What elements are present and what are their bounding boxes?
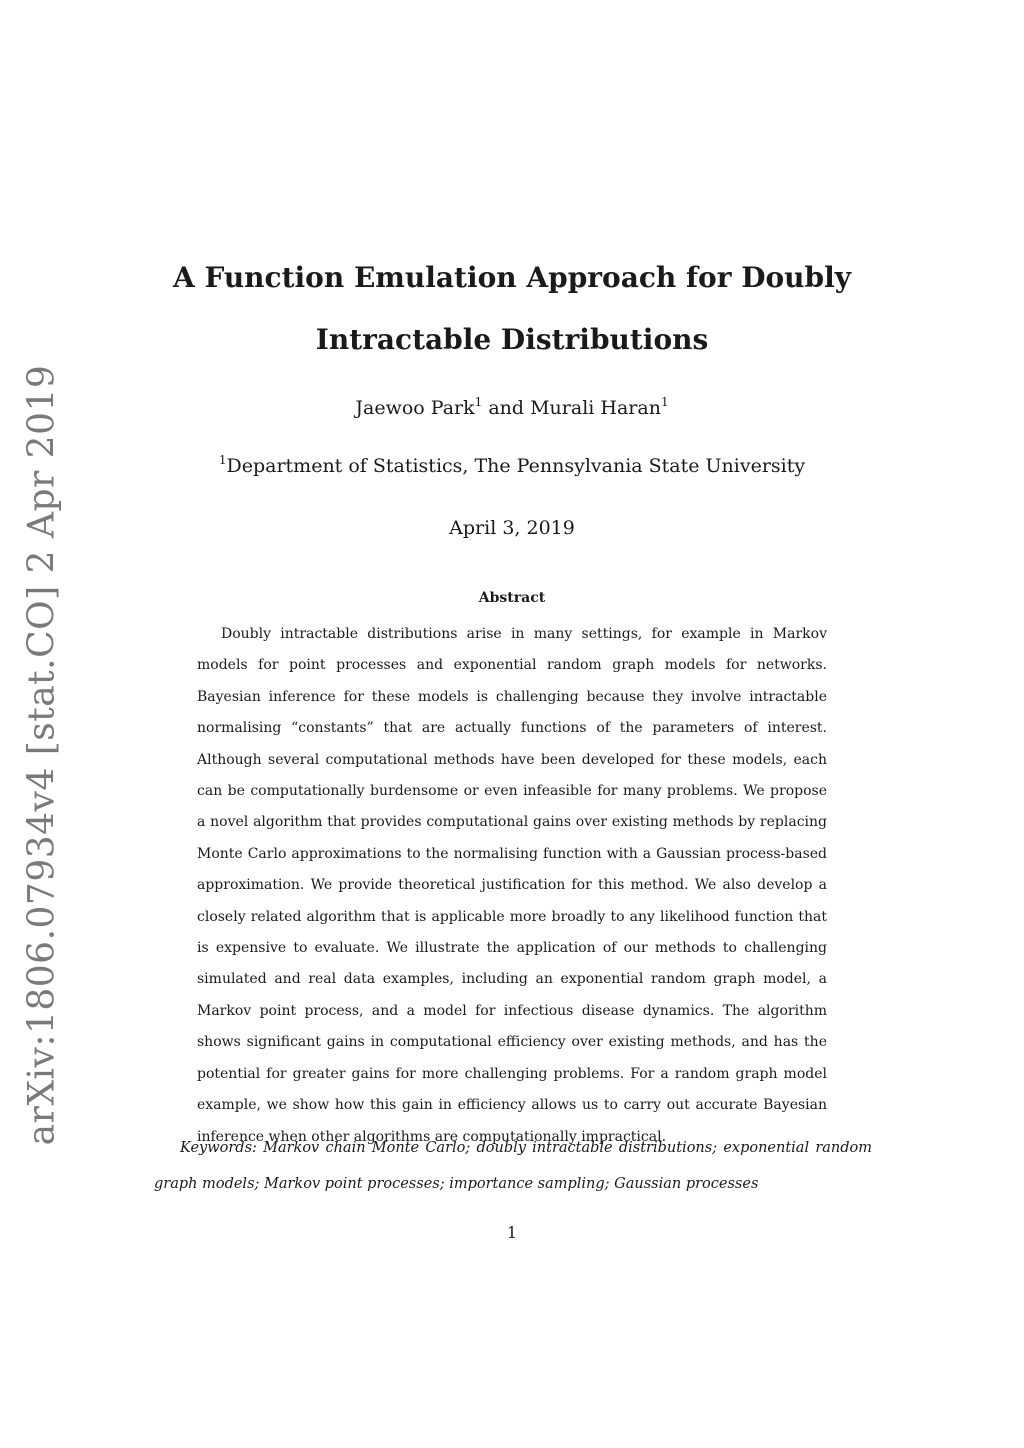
page-number: 1	[506, 1223, 518, 1242]
arxiv-identifier: arXiv:1806.07934v4 [stat.CO] 2 Apr 2019	[21, 364, 63, 1146]
affiliation-mark: 1	[474, 395, 483, 409]
keywords: Keywords: Markov chain Monte Carlo; doubly intractable distributions; exponential random graph models; Markov point processes; importance sampling; Gaussian processes	[154, 1140, 872, 1192]
affiliation-line	[0, 455, 1024, 477]
author-name: Jaewoo Park	[355, 397, 475, 419]
author-line	[0, 397, 1024, 419]
author-name: Murali Haran	[530, 397, 661, 419]
abstract-heading: Abstract	[478, 590, 546, 606]
paper-title: A Function Emulation Approach for Doubly Intractable Distributions	[172, 261, 852, 356]
affiliation-mark: 1	[218, 453, 227, 467]
paper-date: April 3, 2019	[449, 517, 575, 539]
affiliation-text: Department of Statistics, The Pennsylvania State University	[226, 455, 806, 477]
affiliation-mark: 1	[660, 395, 669, 409]
abstract-body: Doubly intractable distributions arise in many settings, for example in Markov models for point processes and exponential random graph models for networks. Bayesian inference for these models is challenging because they involve intractable normalising “constants” that are actually functions of the parameters of interest. Although several computational methods have been developed for these models, each can be computationally burdensome or even infeasible for many problems. We propose a novel algorithm that provides computational gains over existing methods by replacing Monte Carlo approximations to the normalising function with a Gaussian process-based approximation. We provide theoretical justification for this method. We also develop a closely related algorithm that is applicable more broadly to any likelihood function that is expensive to evaluate. We illustrate the application of our methods to challenging simulated and real data examples, including an exponential random graph model, a Markov point process, and a model for infectious disease dynamics. The algorithm shows significant gains in computational efficiency over existing methods, and has the potential for greater gains for more challenging problems. For a random graph model example, we show how this gain in efficiency allows us to carry out accurate Bayesian inference when other algorithms are computationally impractical.	[197, 626, 827, 1145]
author-connector: and	[482, 397, 531, 419]
